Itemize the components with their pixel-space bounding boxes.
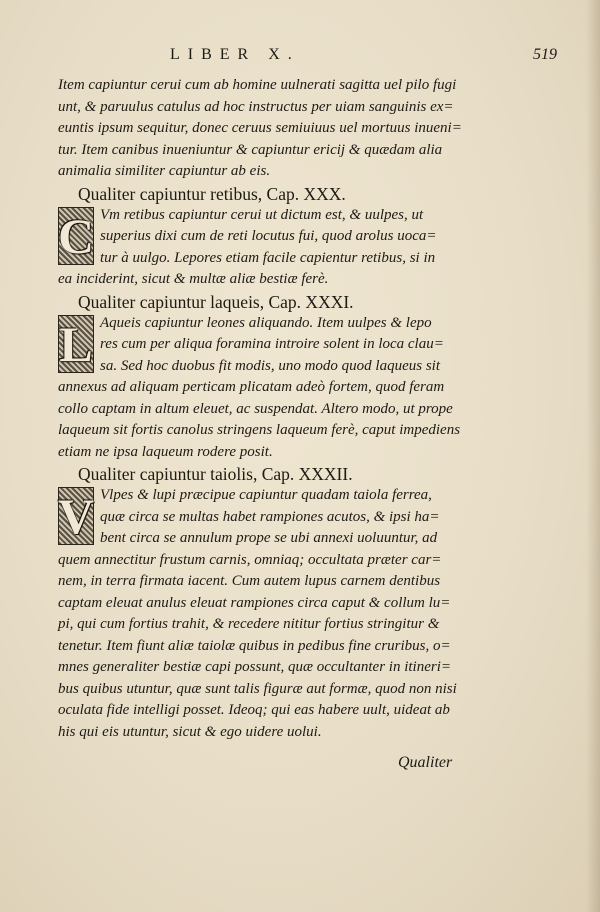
text-line: sa. Sed hoc duobus fit modis, uno modo quod laqueus sit <box>100 357 440 374</box>
text-line: nem, in terra firmata iacent. Cum autem lupus carnem dentibus <box>58 573 441 589</box>
text-line: etiam ne ipsa laqueum rodere posit. <box>58 443 273 460</box>
text-line: bent circa se annulum prope se ubi annexi uoluuntur, ad <box>100 530 438 546</box>
running-title: LIBER X. <box>170 46 300 63</box>
text-line: captam eleuat anulus eleuat rampiones circa caput & collum lu= <box>58 594 451 611</box>
text-line: laqueum sit fortis canolus stringens laqueum ferè, caput impediens <box>58 422 461 438</box>
text-line: mnes generaliter bestiæ capi possunt, quæ occultanter in itineri= <box>58 659 452 675</box>
initial-letter: L <box>59 315 93 372</box>
text-line: oculata fide intelligi posset. Ideoq; qui eas habere uult, uideat ab <box>58 702 450 718</box>
paragraph <box>58 313 476 464</box>
running-head <box>0 40 600 70</box>
chapter-heading: Qualiter capiuntur laqueis, Cap. XXXI. <box>78 291 354 312</box>
paragraph <box>58 75 476 183</box>
text-line: annexus ad aliquam perticam plicatam adeò fortem, quod feram <box>58 379 445 395</box>
text-line: Vlpes & lupi præcipue capiuntur quadam taiola ferrea, <box>100 487 432 503</box>
text-line: quæ circa se multas habet rampiones acutos, & ipsi ha= <box>100 508 440 525</box>
decorated-initial <box>58 207 94 265</box>
text-line: tenetur. Item fiunt aliæ taiolæ quibus in pedibus fine cruribus, o= <box>58 637 451 654</box>
initial-block <box>58 205 476 270</box>
text-line: superius dixi cum de reti locutus fui, quod arolus uoca= <box>100 228 437 244</box>
initial-letter: V <box>57 488 95 544</box>
text-line: Vm retibus capiuntur cerui ut dictum est, & uulpes, ut <box>100 206 424 223</box>
catchword: Qualiter <box>398 754 453 771</box>
text-line: ea inciderint, sicut & multæ aliæ bestiæ ferè. <box>58 271 329 287</box>
initial-letter: C <box>57 207 95 264</box>
text-line: tur à uulgo. Lepores etiam facile capientur retibus, si in <box>100 249 436 266</box>
text-line: unt, & paruulus catulus ad hoc instructus per uiam sanguinis ex= <box>58 98 454 115</box>
text-line: tur. Item canibus inueniuntur & capiuntur ericij & quædam alia <box>58 141 443 158</box>
text-line: collo captam in altum eleuet, ac suspendat. Altero modo, ut prope <box>58 400 453 417</box>
text-line: animalia similiter capiuntur ab eis. <box>58 163 271 179</box>
text-line: pi, qui cum fortius trahit, & recedere nititur fortius stringitur & <box>58 616 440 632</box>
initial-block <box>58 313 476 378</box>
text-line: Item capiuntur cerui cum ab homine uulnerati sagitta uel pilo fugi <box>58 77 457 93</box>
text-line: euntis ipsum sequitur, donec ceruus semiuiuus uel mortuus inueni= <box>58 120 462 136</box>
text-line: Aqueis capiuntur leones aliquando. Item uulpes & lepo <box>100 314 432 331</box>
text-line: res cum per aliqua foramina introire solent in loca clau= <box>100 336 444 352</box>
decorated-initial <box>58 487 94 545</box>
page-edge-shadow <box>586 0 600 912</box>
text-line: his qui eis utuntur, sicut & ego uidere uolui. <box>58 723 322 740</box>
page-number: 519 <box>533 46 557 63</box>
body-text <box>58 75 476 743</box>
text-line: quem annectitur frustum carnis, omniaq; occultata præter car= <box>58 551 442 568</box>
initial-block <box>58 485 476 550</box>
text-line: bus quibus utuntur, quæ sunt talis figuræ aut formæ, quod non nisi <box>58 680 457 697</box>
chapter-heading: Qualiter capiuntur retibus, Cap. XXX. <box>78 183 346 204</box>
paragraph <box>58 485 476 743</box>
decorated-initial <box>58 315 94 373</box>
paragraph <box>58 205 476 291</box>
chapter-heading: Qualiter capiuntur taiolis, Cap. XXXII. <box>78 464 353 484</box>
